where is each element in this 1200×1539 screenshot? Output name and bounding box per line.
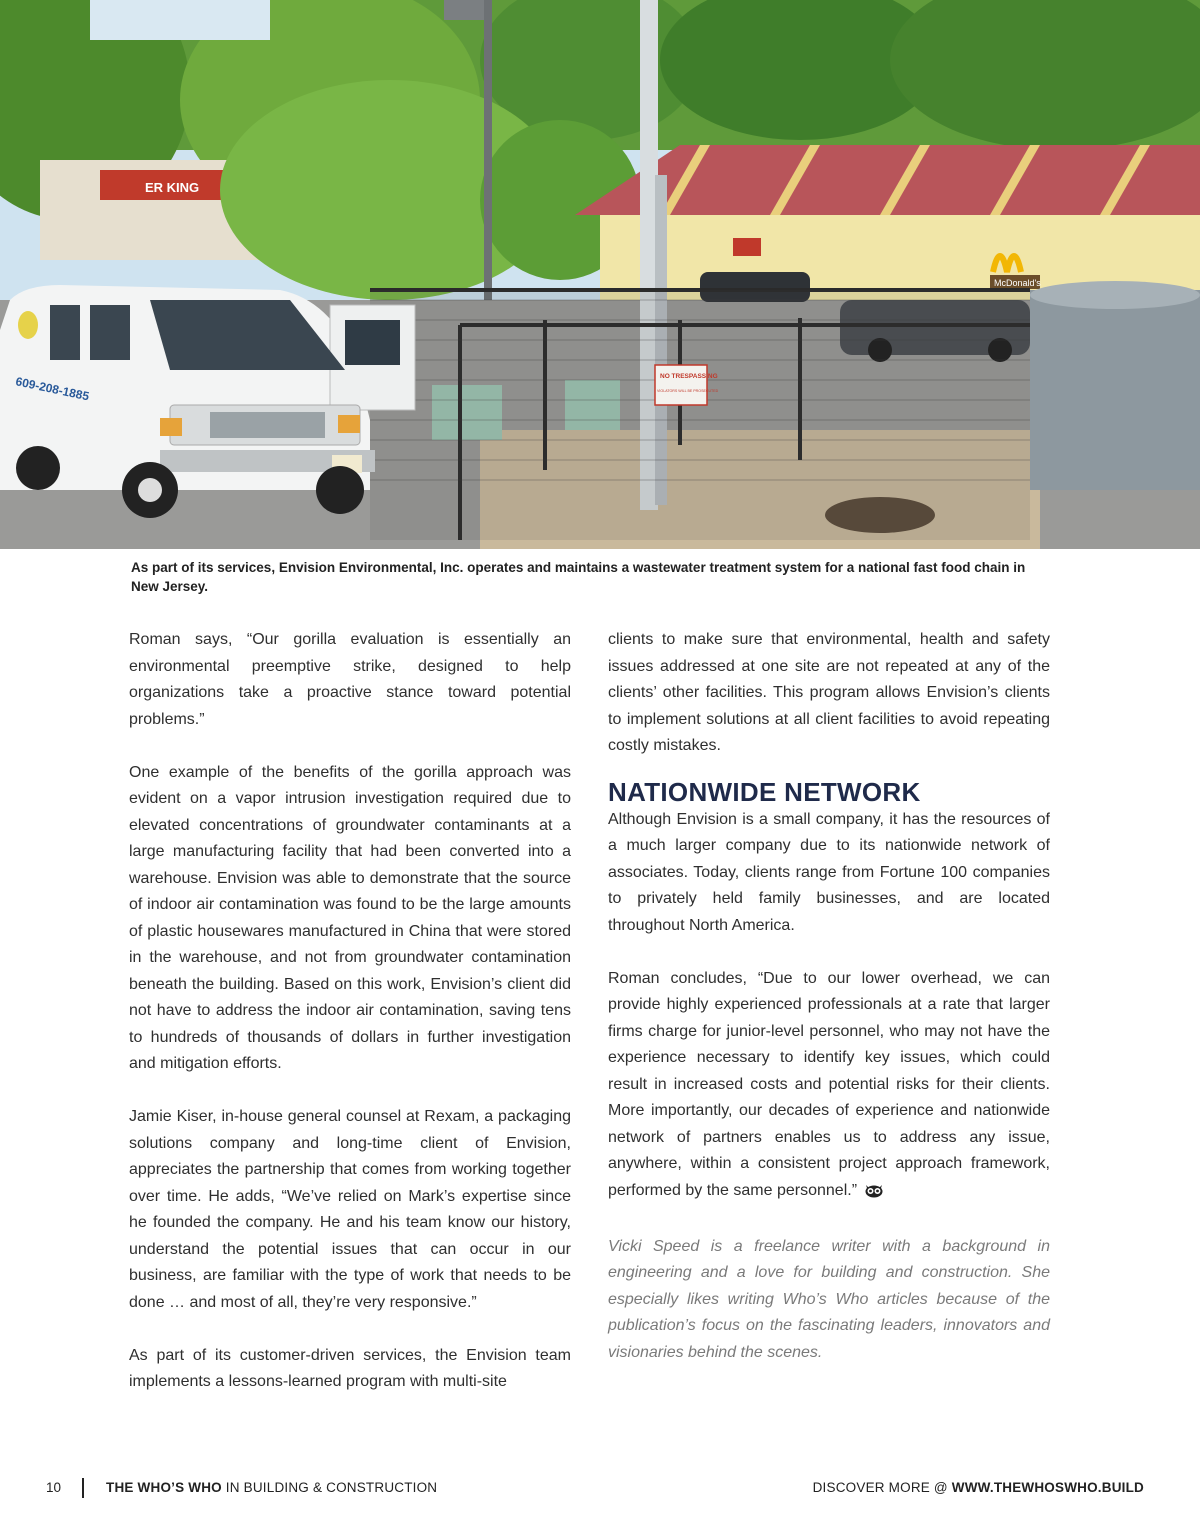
article-right-column <box>608 627 1050 1393</box>
page-footer <box>0 1478 1200 1500</box>
van-phone-text: 609-208-1885 <box>14 374 91 404</box>
paragraph: One example of the benefits of the gorilla approach was evident on a vapor intrusion investigation required due to elevated concentrations of groundwater contaminants at a large manufacturing facility that had been converted into a warehouse. Envision was able to demonstrate that the source of indoor air contamination was found to be the large amounts of plastic housewares manufactured in China that were stored in the warehouse, and not from groundwater contamination beneath the building. Based on this work, Envision’s client did not have to address the indoor air contamination, saving tens to hundreds of thousands of dollars in further investigation and mitigation efforts. <box>129 763 571 1072</box>
mcdonalds-sign: McDonald's <box>994 278 1041 288</box>
feature-photo <box>0 0 1200 549</box>
author-bio: Vicki Speed is a freelance writer with a background in engineering and a love for building and construction. She especially likes writing Who’s Who articles because of the publication’s focus on the fascinating leaders, innovators and visionaries behind the scenes. <box>608 1237 1050 1361</box>
burger-king-sign: ER KING <box>145 180 200 195</box>
closing-paragraph <box>608 966 1050 1208</box>
paragraph: As part of its customer-driven services, the Envision team implements a lessons-learned program with multi-site <box>129 1346 571 1390</box>
website-link[interactable]: WWW.THEWHOSWHO.BUILD <box>951 1480 1144 1495</box>
footer-divider <box>82 1478 84 1498</box>
paragraph: Although Envision is a small company, it has the resources of a much larger company due to its nationwide network of associates. Today, clients range from Fortune 100 companies to privately held family businesses, and are located throughout North America. <box>608 810 1050 934</box>
discover-more <box>813 1480 1144 1495</box>
publication-name <box>106 1480 437 1495</box>
photo-caption: As part of its services, Envision Environmental, Inc. operates and maintains a wastewater treatment system for a national fast food chain in New Jersey. <box>131 560 1026 594</box>
page-number: 10 <box>46 1480 62 1495</box>
paragraph: Roman says, “Our gorilla evaluation is essentially an environmental preemptive strike, designed to help organizations take a proactive stance toward potential problems.” <box>129 631 571 728</box>
discover-prefix: DISCOVER MORE @ <box>812 1480 952 1495</box>
paragraph: Jamie Kiser, in-house general counsel at Rexam, a packaging solutions company and long-time client of Envision, appreciates the partnership that comes from working together over time. He adds, “We’ve relied on Mark’s expertise since he founded the company. He and his team know our history, understand the potential issues that can occur in our business, are familiar with the type of work that needs to be done … and most of all, they’re very responsive.” <box>129 1108 571 1311</box>
publication-name-rest: IN BUILDING & CONSTRUCTION <box>221 1480 438 1495</box>
violators-sign: VIOLATORS WILL BE PROSECUTED <box>657 389 719 393</box>
section-heading: NATIONWIDE NETWORK <box>608 776 921 807</box>
paragraph: clients to make sure that environmental, health and safety issues addressed at one site are not repeated at any of the clients’ other facilities. This program allows Envision’s clients to implement solutions at all client facilities to avoid repeating costly mistakes. <box>608 631 1050 754</box>
no-trespassing-sign: NO TRESPASSING <box>660 373 718 380</box>
paragraph-text: Roman concludes, “Due to our lower overhead, we can provide highly experienced professionals at a rate that larger firms charge for junior-level personnel, who may not have the experience necessary to identify key issues, which could result in increased costs and potential risks for their clients. More importantly, our decades of experience and nationwide network of partners enables us to address any issue, anywhere, within a consistent project approach framework, performed by the same personnel.” <box>608 969 1050 1199</box>
publication-name-bold: THE WHO’S WHO <box>106 1480 222 1495</box>
owl-icon <box>865 1181 883 1208</box>
article-left-column <box>129 627 571 1422</box>
